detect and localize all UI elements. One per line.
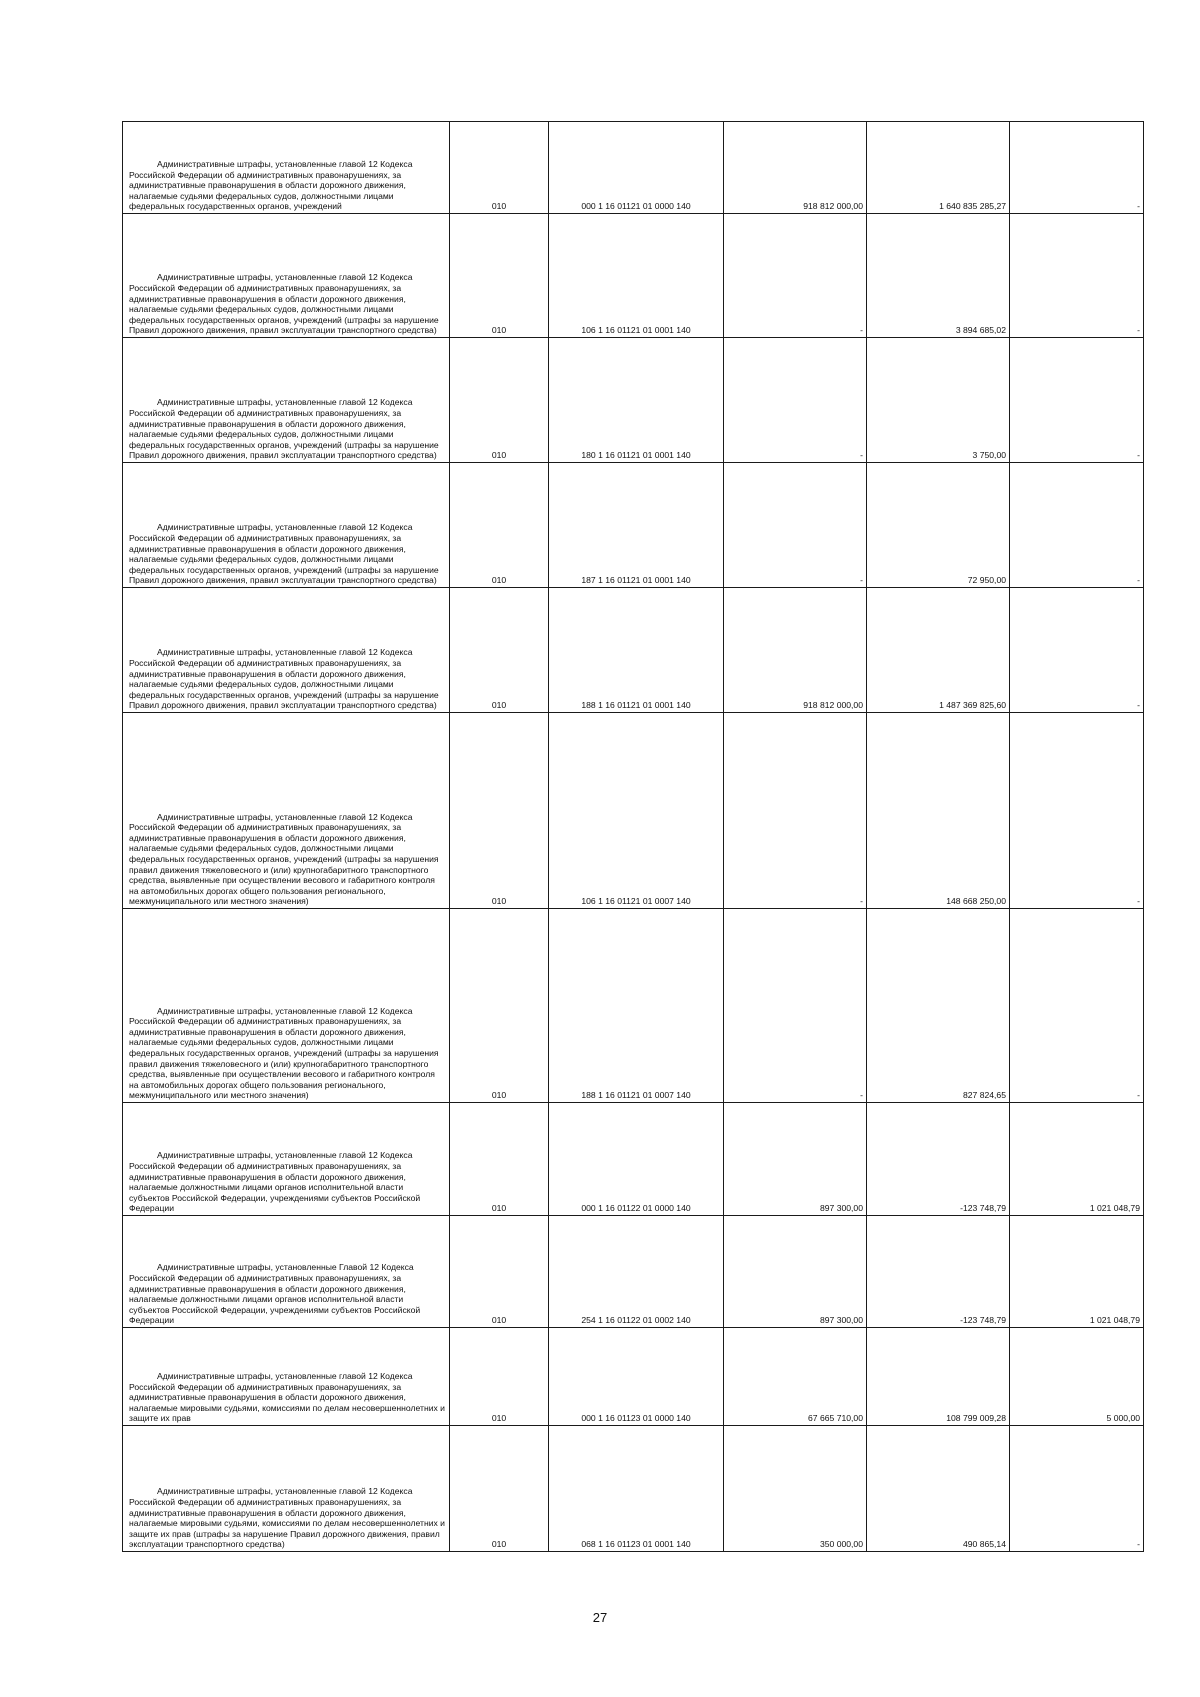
approved-amount: 897 300,00 — [724, 1216, 867, 1328]
line-code-cell: 010 — [450, 1103, 549, 1216]
line-code-cell: 010 — [450, 713, 549, 909]
line-code-cell: 010 — [450, 909, 549, 1103]
income-name-cell — [123, 1328, 450, 1426]
income-name: Административные штрафы, установленные главой 12 Кодекса Российской Федерации об административных правонарушениях, за административные правонарушения в области дорожного движения, налагаемые судьями федеральных судов, должностными лицами федеральных государственных органов, учреждений (штрафы за нарушения правил движения тяжеловесного и (или) крупногабаритного транспортного средства, выявленные при осуществлении весового и габаритного контроля на автомобильных дорогах общего пользования регионального, межмуниципального или местного значения) — [129, 811, 439, 907]
unexecuted-amount: - — [1010, 909, 1144, 1103]
income-name-cell — [123, 463, 450, 588]
budget-classification-code: 254 1 16 01122 01 0002 140 — [549, 1216, 724, 1328]
income-name: Административные штрафы, установленные главой 12 Кодекса Российской Федерации об административных правонарушениях, за административные правонарушения в области дорожного движения, налагаемые судьями федеральных судов, должностными лицами федеральных государственных органов, учреждений (штрафы за нарушение Правил дорожного движения, правил эксплуатации транспортного средства) — [129, 397, 439, 461]
table-row — [123, 588, 1144, 713]
executed-amount: 3 894 685,02 — [867, 214, 1010, 338]
budget-income-table — [122, 121, 1144, 1552]
unexecuted-amount: - — [1010, 463, 1144, 588]
income-name-cell — [123, 1216, 450, 1328]
approved-amount: 67 665 710,00 — [724, 1328, 867, 1426]
table-row — [123, 338, 1144, 463]
approved-amount: 918 812 000,00 — [724, 122, 867, 214]
income-name-cell — [123, 214, 450, 338]
income-name: Административные штрафы, установленные главой 12 Кодекса Российской Федерации об административных правонарушениях, за административные правонарушения в области дорожного движения, налагаемые мировыми судьями, комиссиями по делам несовершеннолетних и защите их прав — [129, 1371, 445, 1424]
executed-amount: 72 950,00 — [867, 463, 1010, 588]
line-code-cell: 010 — [450, 1426, 549, 1552]
approved-amount: 897 300,00 — [724, 1103, 867, 1216]
unexecuted-amount: 1 021 048,79 — [1010, 1216, 1144, 1328]
table-row — [123, 1103, 1144, 1216]
approved-amount: - — [724, 713, 867, 909]
table-body — [123, 122, 1144, 1552]
budget-classification-code: 000 1 16 01123 01 0000 140 — [549, 1328, 724, 1426]
line-code-cell: 010 — [450, 1216, 549, 1328]
line-code-cell: 010 — [450, 1328, 549, 1426]
table-row — [123, 713, 1144, 909]
income-name-cell — [123, 909, 450, 1103]
budget-classification-code: 000 1 16 01121 01 0000 140 — [549, 122, 724, 214]
unexecuted-amount: - — [1010, 214, 1144, 338]
income-name: Административные штрафы, установленные главой 12 Кодекса Российской Федерации об административных правонарушениях, за административные правонарушения в области дорожного движения, налагаемые должностными лицами органов исполнительной власти субъектов Российской Федерации, учреждениями субъектов Российской Федерации — [129, 1150, 421, 1214]
approved-amount: - — [724, 338, 867, 463]
income-name-cell — [123, 338, 450, 463]
budget-classification-code: 187 1 16 01121 01 0001 140 — [549, 463, 724, 588]
income-name: Административные штрафы, установленные главой 12 Кодекса Российской Федерации об административных правонарушениях, за административные правонарушения в области дорожного движения, налагаемые мировыми судьями, комиссиями по делам несовершеннолетних и защите их прав (штрафы за нарушение Правил дорожного движения, правил эксплуатации транспортного средства) — [129, 1486, 445, 1550]
page-number: 27 — [592, 1610, 608, 1625]
income-name: Административные штрафы, установленные главой 12 Кодекса Российской Федерации об административных правонарушениях, за административные правонарушения в области дорожного движения, налагаемые судьями федеральных судов, должностными лицами федеральных государственных органов, учреждений (штрафы за нарушение Правил дорожного движения, правил эксплуатации транспортного средства) — [129, 522, 439, 586]
executed-amount: 827 824,65 — [867, 909, 1010, 1103]
executed-amount: -123 748,79 — [867, 1216, 1010, 1328]
unexecuted-amount: - — [1010, 588, 1144, 713]
budget-classification-code: 188 1 16 01121 01 0007 140 — [549, 909, 724, 1103]
income-name-cell — [123, 122, 450, 214]
table-row — [123, 463, 1144, 588]
approved-amount: - — [724, 463, 867, 588]
executed-amount: 490 865,14 — [867, 1426, 1010, 1552]
income-name: Административные штрафы, установленные главой 12 Кодекса Российской Федерации об административных правонарушениях, за административные правонарушения в области дорожного движения, налагаемые судьями федеральных судов, должностными лицами федеральных государственных органов, учреждений (штрафы за нарушение Правил дорожного движения, правил эксплуатации транспортного средства) — [129, 272, 439, 336]
unexecuted-amount: 1 021 048,79 — [1010, 1103, 1144, 1216]
budget-classification-code: 106 1 16 01121 01 0001 140 — [549, 214, 724, 338]
budget-classification-code: 188 1 16 01121 01 0001 140 — [549, 588, 724, 713]
table-row — [123, 1216, 1144, 1328]
approved-amount: 918 812 000,00 — [724, 588, 867, 713]
executed-amount: 1 640 835 285,27 — [867, 122, 1010, 214]
table-row — [123, 122, 1144, 214]
approved-amount: 350 000,00 — [724, 1426, 867, 1552]
income-name: Административные штрафы, установленные главой 12 Кодекса Российской Федерации об административных правонарушениях, за административные правонарушения в области дорожного движения, налагаемые судьями федеральных судов, должностными лицами федеральных государственных органов, учреждений (штрафы за нарушения правил движения тяжеловесного и (или) крупногабаритного транспортного средства, выявленные при осуществлении весового и габаритного контроля на автомобильных дорогах общего пользования регионального, межмуниципального или местного значения) — [129, 1005, 439, 1101]
income-name-cell — [123, 713, 450, 909]
approved-amount: - — [724, 909, 867, 1103]
table-row — [123, 1328, 1144, 1426]
unexecuted-amount: - — [1010, 1426, 1144, 1552]
line-code-cell: 010 — [450, 338, 549, 463]
unexecuted-amount: - — [1010, 338, 1144, 463]
income-name: Административные штрафы, установленные главой 12 Кодекса Российской Федерации об административных правонарушениях, за административные правонарушения в области дорожного движения, налагаемые судьями федеральных судов, должностными лицами федеральных государственных органов, учреждений — [129, 159, 413, 212]
unexecuted-amount: 5 000,00 — [1010, 1328, 1144, 1426]
budget-classification-code: 180 1 16 01121 01 0001 140 — [549, 338, 724, 463]
executed-amount: 3 750,00 — [867, 338, 1010, 463]
executed-amount: 148 668 250,00 — [867, 713, 1010, 909]
line-code-cell: 010 — [450, 214, 549, 338]
budget-classification-code: 068 1 16 01123 01 0001 140 — [549, 1426, 724, 1552]
table-row — [123, 214, 1144, 338]
table-row — [123, 1426, 1144, 1552]
line-code-cell: 010 — [450, 588, 549, 713]
income-name-cell — [123, 1103, 450, 1216]
budget-classification-code: 000 1 16 01122 01 0000 140 — [549, 1103, 724, 1216]
unexecuted-amount: - — [1010, 122, 1144, 214]
executed-amount: -123 748,79 — [867, 1103, 1010, 1216]
income-name: Административные штрафы, установленные главой 12 Кодекса Российской Федерации об административных правонарушениях, за административные правонарушения в области дорожного движения, налагаемые судьями федеральных судов, должностными лицами федеральных государственных органов, учреждений (штрафы за нарушение Правил дорожного движения, правил эксплуатации транспортного средства) — [129, 647, 439, 711]
table-row — [123, 909, 1144, 1103]
executed-amount: 108 799 009,28 — [867, 1328, 1010, 1426]
income-name-cell — [123, 1426, 450, 1552]
income-name: Административные штрафы, установленные Главой 12 Кодекса Российской Федерации об административных правонарушениях, за административные правонарушения в области дорожного движения, налагаемые должностными лицами органов исполнительной власти субъектов Российской Федерации, учреждениями субъектов Российской Федерации — [129, 1262, 421, 1326]
approved-amount: - — [724, 214, 867, 338]
line-code-cell: 010 — [450, 463, 549, 588]
income-name-cell — [123, 588, 450, 713]
executed-amount: 1 487 369 825,60 — [867, 588, 1010, 713]
unexecuted-amount: - — [1010, 713, 1144, 909]
budget-classification-code: 106 1 16 01121 01 0007 140 — [549, 713, 724, 909]
line-code-cell: 010 — [450, 122, 549, 214]
